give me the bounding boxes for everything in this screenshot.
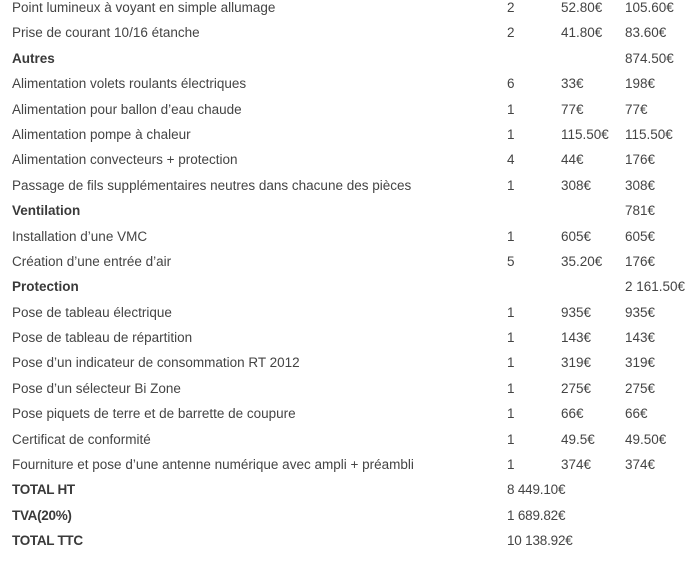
total-cell: 198€ (625, 76, 656, 92)
unit-price-cell: 66€ (561, 406, 584, 422)
total-cell: 319€ (625, 355, 656, 371)
total-cell: 49.50€ (625, 431, 667, 447)
unit-price-cell: 41.80€ (561, 25, 603, 41)
unit-price-cell: 143€ (561, 330, 592, 346)
total-cell: 176€ (625, 152, 656, 168)
table-row (0, 457, 700, 482)
quantity-cell: 5 (507, 253, 515, 269)
total-cell: 176€ (625, 253, 656, 269)
total-cell: 77€ (625, 101, 648, 117)
description-cell: Protection (12, 279, 79, 295)
table-row (0, 152, 700, 177)
totals-summary (0, 482, 700, 558)
table-row (0, 25, 700, 50)
unit-price-cell: 35.20€ (561, 253, 603, 269)
table-row (0, 305, 700, 330)
quantity-cell: 1 (507, 380, 515, 396)
description-cell: Autres (12, 50, 55, 66)
total-cell: 605€ (625, 228, 656, 244)
table-row (0, 178, 700, 203)
description-cell: Création d’une entrée d’air (12, 253, 172, 269)
unit-price-cell: 374€ (561, 457, 592, 473)
description-cell: Pose d’un indicateur de consommation RT 2012 (12, 355, 300, 371)
description-cell: Alimentation pompe à chaleur (12, 126, 191, 142)
description-cell: Installation d’une VMC (12, 228, 148, 244)
unit-price-cell: 308€ (561, 177, 592, 193)
table-row (0, 355, 700, 380)
unit-price-cell: 319€ (561, 355, 592, 371)
quantity-cell: 4 (507, 152, 515, 168)
total-cell: 66€ (625, 406, 648, 422)
total-cell: 935€ (625, 304, 656, 320)
total-ht-label: TOTAL HT (12, 482, 75, 498)
table-row (0, 330, 700, 355)
category-row (0, 51, 700, 76)
total-cell: 874.50€ (625, 50, 674, 66)
total-ttc-label: TOTAL TTC (12, 533, 83, 549)
description-cell: Pose d’un sélecteur Bi Zone (12, 380, 181, 396)
description-cell: Pose de tableau électrique (12, 304, 172, 320)
description-cell: Pose piquets de terre et de barrette de coupure (12, 406, 296, 422)
total-cell: 308€ (625, 177, 656, 193)
description-cell: Ventilation (12, 203, 81, 219)
unit-price-cell: 935€ (561, 304, 592, 320)
description-cell: Alimentation volets roulants électriques (12, 76, 247, 92)
quantity-cell: 2 (507, 25, 515, 41)
quantity-cell: 2 (507, 0, 515, 15)
quantity-cell: 1 (507, 304, 515, 320)
description-cell: Prise de courant 10/16 étanche (12, 25, 200, 41)
table-row (0, 406, 700, 431)
description-cell: Pose de tableau de répartition (12, 330, 193, 346)
description-cell: Alimentation convecteurs + protection (12, 152, 238, 168)
description-cell: Certificat de conformité (12, 431, 151, 447)
total-cell: 105.60€ (625, 0, 674, 15)
tva-label: TVA(20%) (12, 507, 72, 523)
quantity-cell: 1 (507, 406, 515, 422)
tva-value: 1 689.82€ (507, 507, 566, 523)
unit-price-cell: 275€ (561, 380, 592, 396)
category-row (0, 279, 700, 304)
total-cell: 115.50€ (625, 126, 673, 142)
table-row (0, 0, 700, 25)
unit-price-cell: 77€ (561, 101, 584, 117)
table-row (0, 432, 700, 457)
quantity-cell: 6 (507, 76, 515, 92)
quantity-cell: 1 (507, 431, 515, 447)
quantity-cell: 1 (507, 126, 515, 142)
unit-price-cell: 44€ (561, 152, 584, 168)
table-row (0, 254, 700, 279)
unit-price-cell: 33€ (561, 76, 584, 92)
table-row (0, 102, 700, 127)
description-cell: Point lumineux à voyant en simple allumage (12, 0, 276, 15)
total-cell: 143€ (625, 330, 656, 346)
total-ttc-row (0, 533, 700, 558)
quantity-cell: 1 (507, 177, 515, 193)
table-row (0, 381, 700, 406)
total-cell: 83.60€ (625, 25, 667, 41)
description-cell: Fourniture et pose d’une antenne numérique avec ampli + préambli (12, 457, 414, 473)
total-ht-row (0, 482, 700, 507)
unit-price-cell: 49.5€ (561, 431, 595, 447)
total-ttc-value: 10 138.92€ (507, 533, 573, 549)
total-cell: 781€ (625, 203, 656, 219)
quantity-cell: 1 (507, 355, 515, 371)
table-row (0, 76, 700, 101)
description-cell: Alimentation pour ballon d’eau chaude (12, 101, 242, 117)
total-cell: 275€ (625, 380, 656, 396)
unit-price-cell: 52.80€ (561, 0, 603, 15)
quantity-cell: 1 (507, 228, 515, 244)
quantity-cell: 1 (507, 330, 515, 346)
total-cell: 2 161.50€ (625, 279, 686, 295)
total-ht-value: 8 449.10€ (507, 482, 566, 498)
total-cell: 374€ (625, 457, 656, 473)
quantity-cell: 1 (507, 101, 515, 117)
category-row (0, 203, 700, 228)
tva-row (0, 508, 700, 533)
unit-price-cell: 115.50€ (561, 126, 609, 142)
quantity-cell: 1 (507, 457, 515, 473)
unit-price-cell: 605€ (561, 228, 592, 244)
table-row (0, 229, 700, 254)
table-row (0, 127, 700, 152)
description-cell: Passage de fils supplémentaires neutres dans chacune des pièces (12, 177, 412, 193)
